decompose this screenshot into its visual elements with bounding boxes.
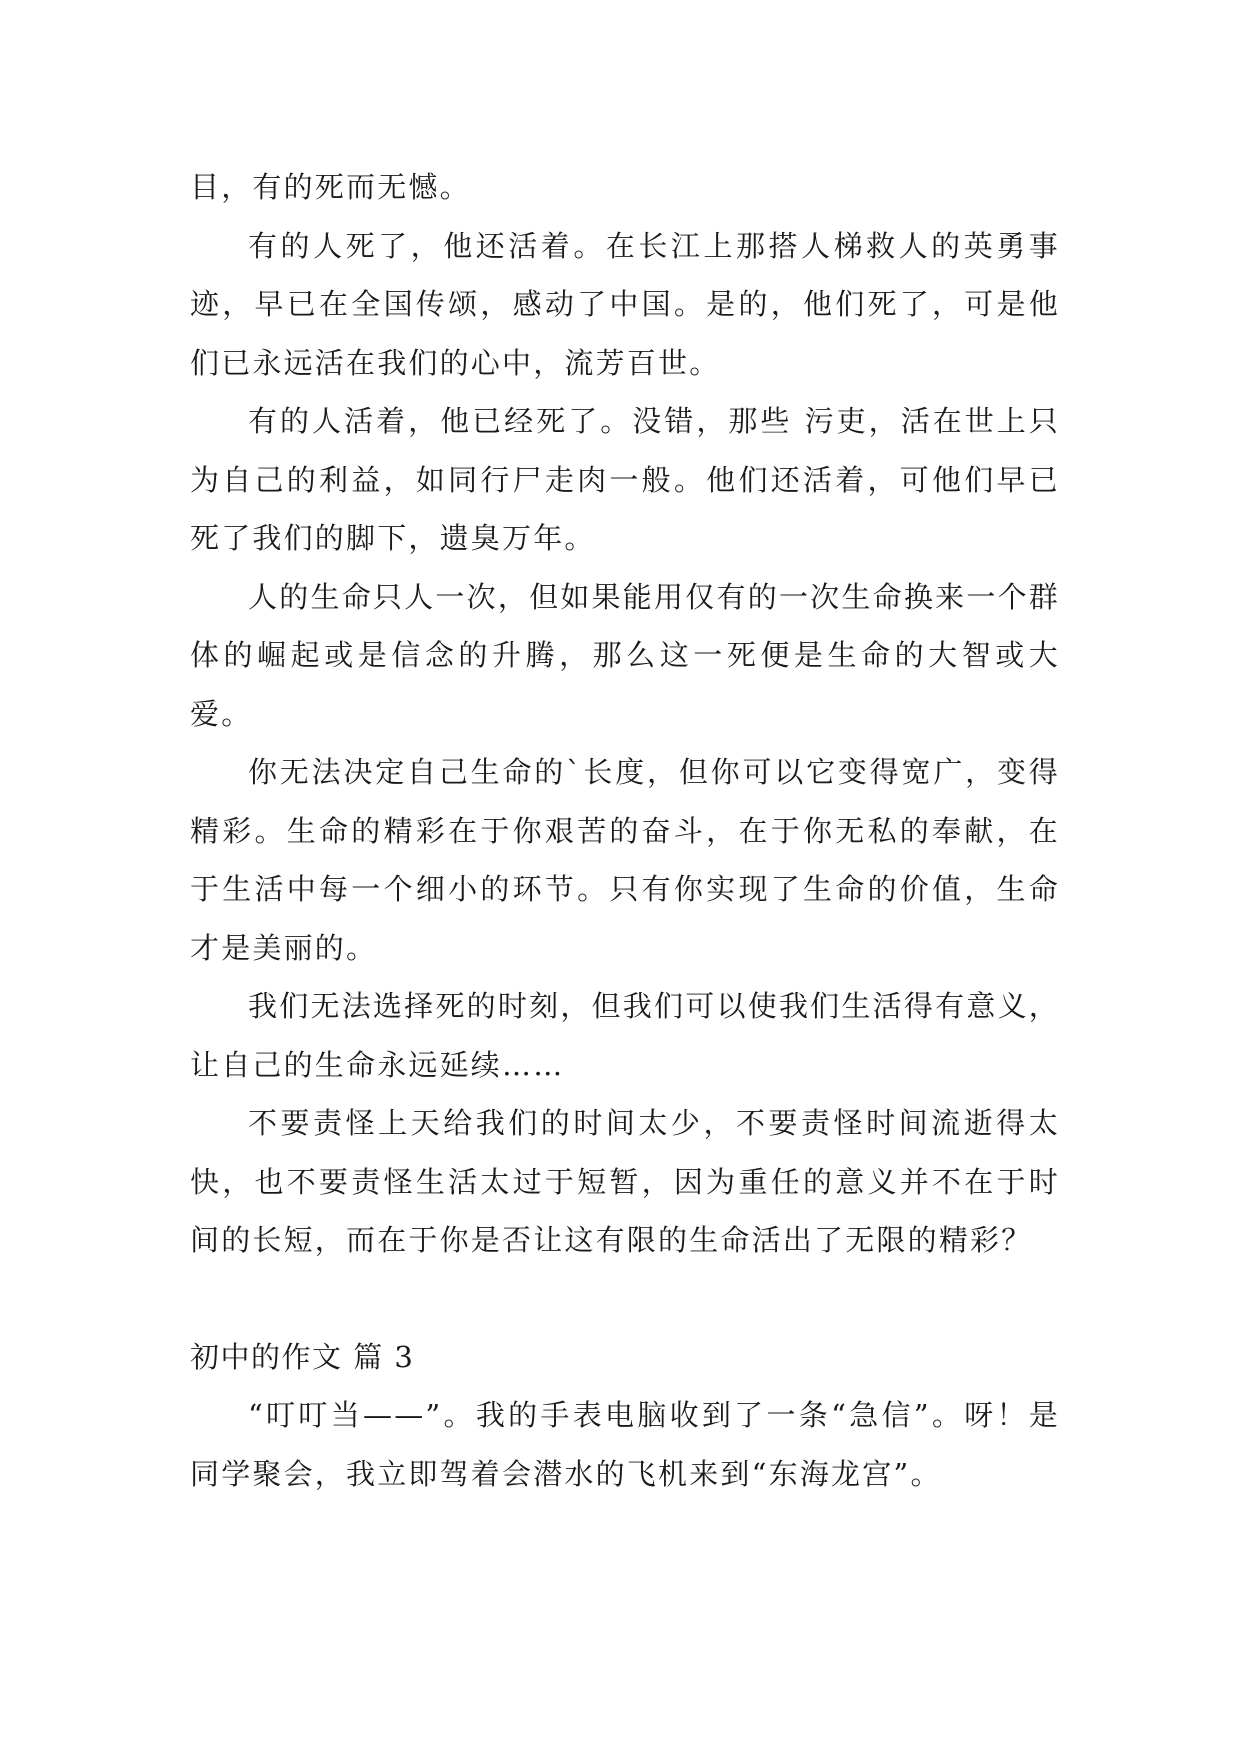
paragraph: 有的人死了，他还活着。在长江上那搭人梯救人的英勇事迹，早已在全国传颂，感动了中国。是的，他们死了，可是他们已永远活在我们的心中，流芳百世。 xyxy=(190,228,1060,380)
document-body xyxy=(190,158,1060,1503)
paragraph-continuation: 目，有的死而无憾。 xyxy=(190,170,471,204)
paragraph: 我们无法选择死的时刻，但我们可以使我们生活得有意义，让自己的生命永远延续…… xyxy=(190,989,1060,1082)
paragraph: 你无法决定自己生命的`长度，但你可以它变得宽广，变得精彩。生命的精彩在于你艰苦的奋斗，在于你无私的奉献，在于生活中每一个细小的环节。只有你实现了生命的价值，生命才是美丽的。 xyxy=(190,755,1060,965)
paragraph: 人的生命只人一次，但如果能用仅有的一次生命换来一个群体的崛起或是信念的升腾，那么这一死便是生命的大智或大爱。 xyxy=(190,579,1060,731)
paragraph: 有的人活着，他已经死了。没错，那些 污吏，活在世上只为自己的利益，如同行尸走肉一般。他们还活着，可他们早已死了我们的脚下，遗臭万年。 xyxy=(190,404,1060,555)
paragraph: 不要责怪上天给我们的时间太少，不要责怪时间流逝得太快，也不要责怪生活太过于短暂，因为重任的意义并不在于时间的长短，而在于你是否让这有限的生命活出了无限的精彩？ xyxy=(190,1106,1060,1257)
paragraph: “叮叮当——”。我的手表电脑收到了一条“急信”。呀！是同学聚会，我立即驾着会潜水的飞机来到“东海龙宫”。 xyxy=(190,1398,1060,1491)
section-title: 初中的作文 篇 3 xyxy=(190,1339,415,1374)
